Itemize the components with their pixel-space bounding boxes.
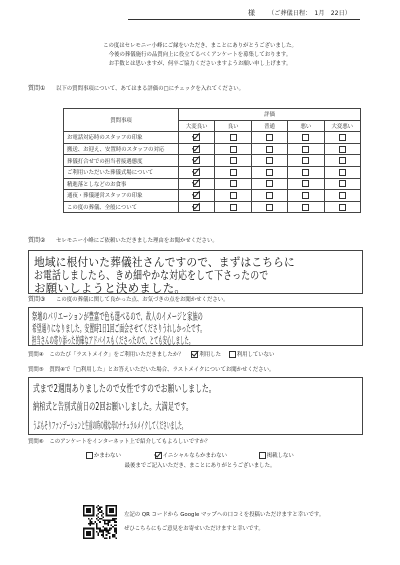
q5-answer-line-2: 納棺式と告別式前日の2回お願いしました。大満足です。 [33, 402, 193, 413]
recipient-suffix: 様 [248, 9, 255, 17]
q5-text: 質問④で「□利用した」とお答えいただいた場合、ラストメイクについてお聞かせください。 [49, 367, 275, 373]
question-item: 葬儀打合せでの担当者接遇態度 [64, 155, 179, 167]
rating-cell [288, 132, 324, 144]
q3-answer-line-1: 祭壇のバリエーションが豊富で色も選べるので、故人のイメージと家族の [32, 312, 203, 323]
q4-text: このたび「ラストメイク」をご利用いただきましたか？ [49, 352, 184, 358]
checkbox-icon[interactable] [230, 157, 237, 164]
q4-option-not-used[interactable]: 利用していない [229, 352, 275, 358]
rating-cell [179, 166, 215, 178]
rating-cell [288, 166, 324, 178]
q6-text: このアンケートをインターネット上で紹介してもよろしいですか？ [49, 439, 211, 445]
checkbox-icon[interactable] [339, 169, 346, 176]
rating-cell [251, 132, 287, 144]
intro-line-2: 今後の葬儀施行の品質向上に役立てるべくアンケートを募集しております。 [108, 52, 292, 58]
rating-cell [179, 155, 215, 167]
rating-cell [215, 155, 251, 167]
rating-cell [288, 190, 324, 202]
q1-label: 質問① [28, 85, 46, 92]
q2-text: セレモニー小峰にご依頼いただきました理由をお聞かせください。 [56, 238, 218, 244]
evaluation-table [63, 108, 361, 213]
question-item: 搬送、お迎え、安置時のスタッフの対応 [64, 143, 179, 155]
rating-cell [215, 201, 251, 213]
q6-options [86, 452, 294, 460]
rating-cell [179, 178, 215, 190]
checkbox-icon[interactable] [302, 169, 309, 176]
checkbox-icon[interactable] [302, 204, 309, 211]
rating-cell [251, 155, 287, 167]
table-row [64, 190, 361, 202]
rating-cell [251, 166, 287, 178]
q6-label: 質問⑥ [28, 439, 44, 445]
rating-cell [251, 143, 287, 155]
checkbox-icon[interactable] [230, 134, 237, 141]
rating-cell [324, 178, 360, 190]
footer-line-2: ぜひこちらにもご意見をお寄せいただけますと幸いです。 [124, 526, 264, 532]
q5-row [28, 367, 274, 374]
checkbox-icon[interactable] [302, 157, 309, 164]
checkbox-icon[interactable] [86, 452, 93, 459]
rating-cell [179, 132, 215, 144]
checkbox-checked-icon[interactable] [193, 180, 200, 187]
question-item: お電話対応時のスタッフの印象 [64, 132, 179, 144]
checkbox-icon[interactable] [339, 192, 346, 199]
rating-cell [215, 166, 251, 178]
checkbox-icon[interactable] [229, 351, 236, 358]
intro-line-1: この度はセレモニー小峰にご縁をいただき、まことにありがとうございました。 [103, 43, 297, 49]
checkbox-icon[interactable] [266, 204, 273, 211]
table-row [64, 132, 361, 144]
checkbox-icon[interactable] [302, 146, 309, 153]
rating-cell [179, 201, 215, 213]
scale-0: 大変良い [179, 120, 215, 132]
checkbox-icon[interactable] [266, 180, 273, 187]
q6-row [28, 439, 210, 446]
rating-cell [215, 132, 251, 144]
q5-answer-line-3: うぶもそりファンデーションと生前の時の様な母のナチュラルメイクしてくださいました。 [33, 421, 186, 432]
q2-label: 質問② [28, 237, 46, 244]
scale-1: 良い [215, 120, 251, 132]
qr-code-icon [83, 505, 117, 539]
checkbox-checked-icon[interactable] [193, 192, 200, 199]
name-underline [128, 19, 360, 20]
table-row [64, 155, 361, 167]
table-row [64, 201, 361, 213]
table-row [64, 178, 361, 190]
checkbox-icon[interactable] [339, 204, 346, 211]
q3-text: この度の葬儀に関して良かった点、お気づきの点をお聞かせください。 [56, 297, 229, 303]
table-row [64, 166, 361, 178]
rating-cell [324, 132, 360, 144]
question-item: 精進落としなどのお食事 [64, 178, 179, 190]
q5-answer-line-1: 式まで2週間ありましたので女性ですのでお願いしました。 [33, 384, 216, 395]
checkbox-checked-icon[interactable] [193, 204, 200, 211]
q5-label: 質問⑤ [28, 367, 44, 373]
checkbox-icon[interactable] [266, 169, 273, 176]
checkbox-checked-icon[interactable] [193, 146, 200, 153]
checkbox-icon[interactable] [339, 180, 346, 187]
checkbox-checked-icon[interactable] [193, 157, 200, 164]
rating-cell [215, 178, 251, 190]
rating-cell [288, 143, 324, 155]
rating-cell [324, 143, 360, 155]
q3-answer-line-3: 担当さんの寄り添った的確なアドバイスもくださったので、とても安心しました。 [32, 336, 194, 347]
checkbox-icon[interactable] [230, 192, 237, 199]
checkbox-checked-icon[interactable] [155, 452, 162, 459]
checkbox-icon[interactable] [302, 134, 309, 141]
q1-text: 以下の質問事項について、あてはまる評価の□にチェックを入れてください。 [56, 86, 244, 92]
checkbox-icon[interactable] [230, 180, 237, 187]
q3-label: 質問③ [28, 296, 46, 303]
checkbox-icon[interactable] [339, 146, 346, 153]
checkbox-icon[interactable] [266, 134, 273, 141]
question-item: ご利用いただいた葬儀式場について [64, 166, 179, 178]
q3-answer-line-2: 希望通りになりました。安置時1日1回ご面会させてくださりうれしかったです。 [32, 324, 206, 335]
scale-4: 大変悪い [324, 120, 360, 132]
checkbox-checked-icon[interactable] [191, 351, 198, 358]
checkbox-icon[interactable] [266, 157, 273, 164]
checkbox-icon[interactable] [266, 146, 273, 153]
q2-answer-line-2: お電話しましたら、きめ細やかな対応をして下さったので [34, 268, 269, 282]
checkbox-icon[interactable] [339, 157, 346, 164]
rating-cell [251, 190, 287, 202]
table-row [64, 143, 361, 155]
header-item: 質問事項 [64, 109, 179, 132]
checkbox-checked-icon[interactable] [193, 169, 200, 176]
checkbox-icon[interactable] [302, 180, 309, 187]
checkbox-icon[interactable] [302, 192, 309, 199]
checkbox-icon[interactable] [259, 452, 266, 459]
rating-cell [288, 155, 324, 167]
checkbox-icon[interactable] [230, 169, 237, 176]
q4-option-used[interactable]: 利用した [191, 352, 221, 358]
q4-row [28, 351, 274, 359]
rating-cell [179, 143, 215, 155]
rating-cell [324, 201, 360, 213]
q4-label: 質問④ [28, 352, 44, 358]
scale-3: 悪い [288, 120, 324, 132]
q6-option-no[interactable]: 掲載しない [259, 453, 294, 459]
scale-2: 普通 [251, 120, 287, 132]
rating-cell [324, 166, 360, 178]
rating-cell [324, 190, 360, 202]
funeral-date: （ご葬儀日程： 1月 22日） [268, 10, 351, 17]
rating-cell [251, 178, 287, 190]
checkbox-checked-icon[interactable] [193, 134, 200, 141]
question-item: この度の葬儀、全般について [64, 201, 179, 213]
q6-option-initials[interactable]: イニシャルならかまわない [155, 453, 227, 459]
rating-cell [288, 178, 324, 190]
header-eval: 評価 [179, 109, 361, 121]
checkbox-icon[interactable] [339, 134, 346, 141]
rating-cell [288, 201, 324, 213]
rating-cell [179, 190, 215, 202]
closing-thanks: 最後までご記入いただき、まことにありがとうございました。 [124, 463, 276, 469]
q6-option-ok[interactable]: かまわない [86, 453, 121, 459]
checkbox-icon[interactable] [230, 204, 237, 211]
footer-line-1: 左記の QR コードから Google マップへの口コミを投稿いただけますと幸いです。 [124, 512, 325, 518]
question-item: 通夜・葬儀運営スタッフの印象 [64, 190, 179, 202]
rating-cell [251, 201, 287, 213]
rating-cell [215, 143, 251, 155]
q2-answer-line-1: 地域に根付いた葬儀社さんですので、まずはこちらに [34, 255, 295, 269]
rating-cell [215, 190, 251, 202]
checkbox-icon[interactable] [266, 192, 273, 199]
checkbox-icon[interactable] [230, 146, 237, 153]
intro-line-3: お手数とは思いますが、何卒ご協力くださいますようお願い申し上げます。 [108, 61, 292, 67]
rating-cell [324, 155, 360, 167]
q2-answer-line-3: お願いしようと決めました。 [34, 281, 187, 295]
